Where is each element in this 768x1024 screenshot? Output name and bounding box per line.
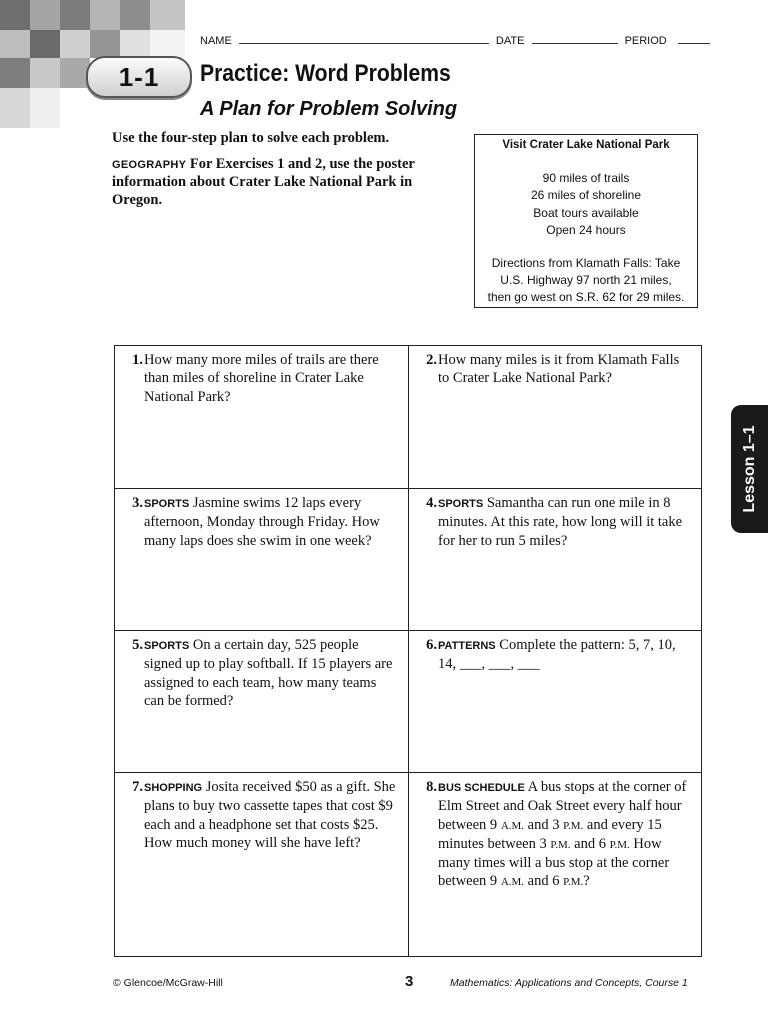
exercise-cell-2[interactable] — [409, 346, 701, 489]
poster-directions: Directions from Klamath Falls: Take — [491, 256, 681, 271]
exercise-body — [438, 778, 691, 892]
exercise-number: 2. — [426, 352, 437, 368]
exercise-cell-5[interactable] — [115, 631, 409, 773]
page-number: 3 — [405, 973, 414, 990]
crater-lake-poster — [474, 134, 698, 308]
exercise-body — [144, 494, 398, 550]
poster-fact: Boat tours available — [533, 205, 639, 220]
intro-section — [112, 130, 442, 217]
exercise-cell-3[interactable] — [115, 489, 409, 631]
exercise-body — [144, 778, 398, 852]
exercise-tag: SPORTS — [438, 498, 484, 510]
exercise-text: On a certain day, 525 people signed up to play softball. If 15 players are assigned to each team, how many teams can be formed? — [144, 637, 393, 709]
poster-fact: 90 miles of trails — [542, 171, 630, 186]
exercise-number: 1. — [132, 352, 143, 368]
period-label: PERIOD — [624, 35, 667, 47]
poster-fact: 26 miles of shoreline — [530, 188, 642, 203]
instruction-text: Use the four-step plan to solve each problem. — [112, 130, 390, 146]
period-field-line — [678, 33, 710, 44]
exercise-number: 6. — [426, 637, 437, 653]
name-field-line — [239, 33, 489, 44]
exercise-text: Josita received $50 as a gift. She plans to buy two cassette tapes that cost $9 each and a headphone set that costs $25. How much money will she have left? — [144, 779, 396, 851]
exercise-text: Samantha can run one mile in 8 minutes. At this rate, how long will it take for her to run 5 miles? — [438, 495, 683, 549]
exercise-text: A bus stops at the corner of Elm Street and Oak Street every half hour between 9 A.M. and 3 P.M. and every 15 minutes between 3 P.M. and 6 P.M. How many times will a bus stop at the corner between 9 A.M. and 6 P.M.? — [438, 779, 687, 890]
date-field-line — [532, 33, 618, 44]
poster-fact: Open 24 hours — [546, 222, 626, 237]
exercise-number: 8. — [426, 779, 437, 795]
exercise-number: 5. — [132, 637, 143, 653]
page-title: Practice: Word Problems — [200, 60, 451, 87]
exercise-text: Complete the pattern: 5, 7, 10, 14, ___, ___, ___ — [438, 637, 676, 673]
geography-text: For Exercises 1 and 2, use the poster information about Crater Lake National Park in Oregon. — [112, 155, 415, 208]
footer-copyright: © Glencoe/McGraw-Hill — [113, 977, 223, 989]
exercise-number: 3. — [132, 495, 143, 511]
exercise-cell-1[interactable] — [115, 346, 409, 489]
exercise-cell-7[interactable] — [115, 773, 409, 956]
lesson-number-badge: 1-1 — [86, 56, 192, 98]
exercise-grid — [114, 345, 702, 957]
poster-directions: then go west on S.R. 62 for 29 miles. — [487, 290, 685, 305]
lesson-side-tab-label: Lesson 1–1 — [740, 425, 758, 513]
geography-directions — [112, 156, 442, 210]
poster-directions: U.S. Highway 97 north 21 miles, — [500, 273, 672, 288]
name-label: NAME — [200, 35, 232, 47]
geography-tag: GEOGRAPHY — [112, 158, 187, 171]
exercise-tag: BUS SCHEDULE — [438, 782, 525, 794]
exercise-number: 7. — [132, 779, 143, 795]
exercise-cell-8[interactable] — [409, 773, 701, 956]
date-label: DATE — [495, 35, 525, 47]
exercise-cell-4[interactable] — [409, 489, 701, 631]
lesson-side-tab — [731, 405, 768, 533]
exercise-tag: PATTERNS — [438, 640, 496, 652]
page-subtitle: A Plan for Problem Solving — [200, 98, 458, 120]
poster-heading: Visit Crater Lake National Park — [502, 139, 670, 151]
exercise-tag: SHOPPING — [144, 782, 203, 794]
exercise-number: 4. — [426, 495, 437, 511]
exercise-body — [144, 636, 398, 710]
exercise-body — [438, 494, 691, 550]
exercise-text: Jasmine swims 12 laps every afternoon, Monday through Friday. How many laps does she swim in one week? — [144, 495, 380, 549]
exercise-tag: SPORTS — [144, 498, 190, 510]
exercise-tag: SPORTS — [144, 640, 190, 652]
footer-book-title: Mathematics: Applications and Concepts, Course 1 — [450, 977, 688, 989]
exercise-cell-6[interactable] — [409, 631, 701, 773]
exercise-text: How many more miles of trails are there than miles of shoreline in Crater Lake National Park? — [144, 352, 379, 405]
exercise-text: How many miles is it from Klamath Falls to Crater Lake National Park? — [438, 352, 680, 387]
exercise-body — [438, 636, 691, 674]
name-date-period-row — [200, 33, 710, 47]
